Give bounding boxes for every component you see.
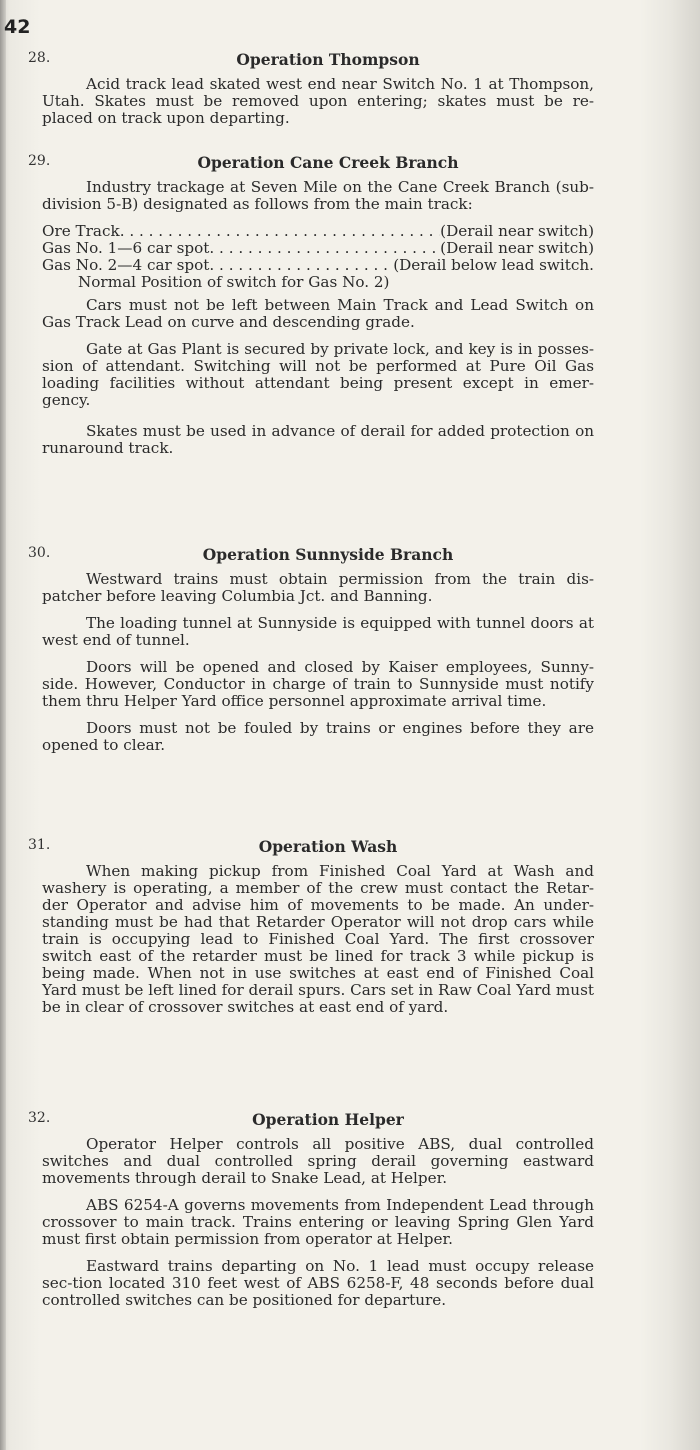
section-28 (22, 50, 594, 137)
section-31 (22, 837, 594, 1026)
leader-dots (209, 257, 393, 274)
section-title: Operation Sunnyside Branch (202, 545, 454, 564)
section-number: 28. (28, 50, 51, 66)
track-row (42, 223, 594, 240)
paragraph: Doors will be opened and closed by Kaiser employees, Sunny-side. However, Conductor in charge of train to Sunnyside must notify them thru Helper Yard office personnel approximate arrival time. (42, 658, 594, 710)
paragraph: Cars must not be left between Main Track and Lead Switch on Gas Track Lead on curve and descending grade. (42, 296, 594, 331)
paragraph: Acid track lead skated west end near Switch No. 1 at Thompson, Utah. Skates must be removed upon entering; skates must be re-placed on track upon departing. (42, 75, 594, 127)
section-number: 30. (28, 545, 51, 561)
paragraph: Westward trains must obtain permission from the train dis-patcher before leaving Columbia Jct. and Banning. (42, 570, 594, 605)
section-title: Operation Helper (252, 1110, 404, 1129)
paragraph: ABS 6254-A governs movements from Independent Lead through crossover to main track. Trains entering or leaving Spring Glen Yard must first obtain permission from operator at Helper. (42, 1196, 594, 1248)
track-row (42, 240, 594, 257)
section-title: Operation Wash (258, 837, 398, 856)
track-value: (Derail near switch) (440, 239, 594, 257)
track-row (42, 257, 594, 274)
leader-dots (120, 223, 440, 240)
track-label: Gas No. 2—4 car spot (42, 256, 210, 274)
paragraph: Industry trackage at Seven Mile on the Cane Creek Branch (sub-division 5-B) designated as follows from the main track: (42, 178, 594, 213)
section-title: Operation Thompson (236, 50, 420, 69)
section-number: 32. (28, 1110, 51, 1126)
track-note: Normal Position of switch for Gas No. 2) (78, 273, 390, 291)
section-number: 29. (28, 153, 51, 169)
section-30 (22, 545, 594, 764)
section-29 (22, 153, 594, 467)
track-label: Ore Track (42, 222, 120, 240)
paragraph: Skates must be used in advance of derail for added protection on runaround track. (42, 422, 594, 457)
paragraph: Gate at Gas Plant is secured by private lock, and key is in posses-sion of attendant. Switching will not be performed at Pure Oil Gas loading facilities without attendant being present except in emer-gency. (42, 340, 594, 409)
paragraph: Doors must not be fouled by trains or engines before they are opened to clear. (42, 719, 594, 754)
page-binding-edge (0, 0, 6, 1450)
track-value: (Derail near switch) (440, 222, 594, 240)
paragraph: When making pickup from Finished Coal Yard at Wash and washery is operating, a member of the crew must contact the Retar-der Operator and advise him of movements to be made. An under-standing must be had that Retarder Operator will not drop cars while train is occupying lead to Finished Coal Yard. The first crossover switch east of the retarder must be lined for track 3 while pickup is being made. When not in use switches at east end of Finished Coal Yard must be left lined for derail spurs. Cars set in Raw Coal Yard must be in clear of crossover switches at east end of yard. (42, 862, 594, 1016)
section-number: 31. (28, 837, 51, 853)
page-number: 42 (4, 16, 31, 38)
track-value: (Derail below lead switch. (393, 256, 594, 274)
section-title: Operation Cane Creek Branch (197, 153, 459, 172)
section-32 (22, 1110, 594, 1319)
track-list (22, 223, 594, 291)
track-label: Gas No. 1—6 car spot (42, 239, 210, 257)
paragraph: Eastward trains departing on No. 1 lead must occupy release sec-tion located 310 feet west of ABS 6258-F, 48 seconds before dual controlled switches can be positioned for departure. (42, 1257, 594, 1309)
leader-dots (209, 240, 440, 257)
paragraph: The loading tunnel at Sunnyside is equipped with tunnel doors at west end of tunnel. (42, 614, 594, 649)
paragraph: Operator Helper controls all positive ABS, dual controlled switches and dual controlled spring derail governing eastward movements through derail to Snake Lead, at Helper. (42, 1135, 594, 1187)
